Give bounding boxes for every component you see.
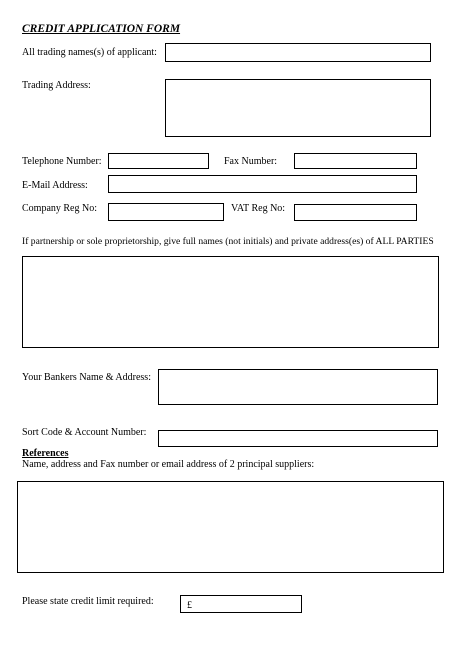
form-title: CREDIT APPLICATION FORM (22, 23, 181, 35)
trading-names-label: All trading names(s) of applicant: (22, 47, 157, 58)
references-heading: References (22, 448, 69, 459)
references-label: Name, address and Fax number or email address of 2 principal suppliers: (22, 459, 315, 470)
sort-code-label: Sort Code & Account Number: (22, 427, 147, 438)
email-label: E-Mail Address: (22, 180, 88, 191)
fax-field[interactable] (294, 153, 417, 169)
company-reg-label: Company Reg No: (22, 203, 97, 214)
credit-limit-field[interactable] (180, 595, 302, 613)
credit-limit-label: Please state credit limit required: (22, 596, 154, 607)
bankers-label: Your Bankers Name & Address: (22, 372, 151, 383)
sort-code-account-field[interactable] (158, 430, 438, 447)
telephone-field[interactable] (108, 153, 209, 169)
email-field[interactable] (108, 175, 417, 193)
currency-symbol: £ (187, 600, 192, 611)
vat-reg-label: VAT Reg No: (231, 203, 286, 214)
trading-names-field[interactable] (165, 43, 431, 62)
vat-reg-field[interactable] (294, 204, 417, 221)
bankers-field[interactable] (158, 369, 438, 405)
references-field[interactable] (17, 481, 444, 573)
company-reg-field[interactable] (108, 203, 224, 221)
partnership-parties-field[interactable] (22, 256, 439, 348)
fax-label: Fax Number: (224, 156, 278, 167)
trading-address-field[interactable] (165, 79, 431, 137)
trading-address-label: Trading Address: (22, 80, 91, 91)
partnership-label: If partnership or sole proprietorship, give full names (not initials) and private address(es) of ALL PARTIES (22, 236, 434, 247)
telephone-label: Telephone Number: (22, 156, 102, 167)
